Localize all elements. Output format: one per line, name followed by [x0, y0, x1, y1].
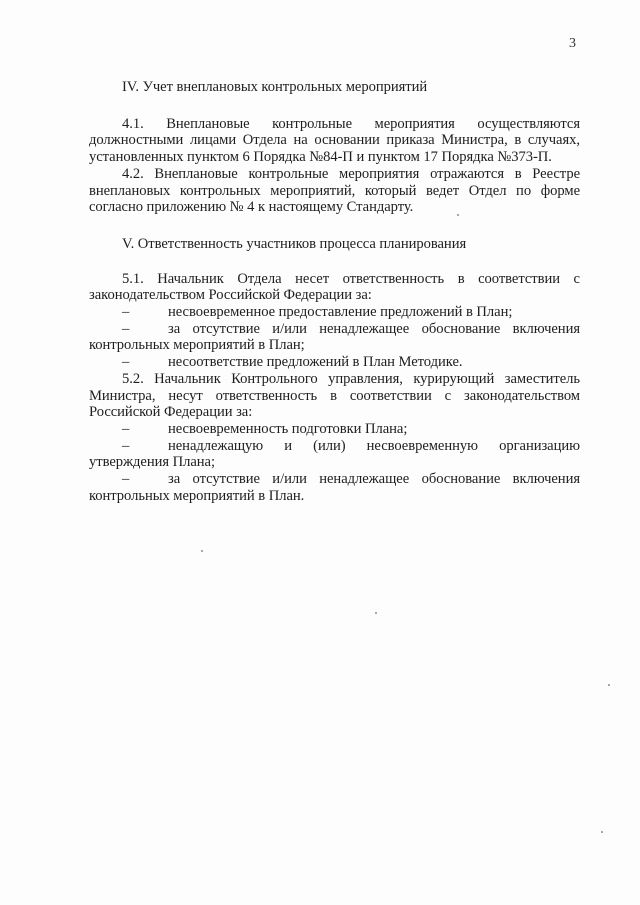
dash-mark: – [122, 420, 130, 437]
list-item [89, 438, 580, 471]
scan-speck [201, 550, 203, 552]
list-item-text: за отсутствие и/или ненадлежащее обоснование включения контрольных мероприятий в План; [89, 320, 580, 354]
list-item [89, 321, 580, 354]
list-item-text: за отсутствие и/или ненадлежащее обоснование включения контрольных мероприятий в План. [89, 471, 580, 504]
list-item [89, 354, 580, 371]
list-item-text: несоответствие предложений в План Методике. [168, 354, 463, 371]
dash-mark: – [122, 471, 130, 488]
scan-speck [608, 684, 610, 686]
section-4-title: IV. Учет внеплановых контрольных мероприятий [122, 79, 428, 95]
scan-speck [601, 831, 603, 833]
paragraph-5-1: 5.1. Начальник Отдела несет ответственность в соответствии с законодательством Российской Федерации за: [89, 270, 580, 304]
section-5-title: V. Ответственность участников процесса планирования [122, 235, 467, 252]
paragraph-4-2: 4.2. Внеплановые контрольные мероприятия отражаются в Реестре внеплановых контрольных мероприятий, который ведет Отдел по форме согласно приложению № 4 к настоящему Стандарту. [89, 165, 580, 216]
scan-speck [375, 612, 377, 614]
list-item-text: ненадлежащую и (или) несвоевременную организацию утверждения Плана; [89, 437, 580, 471]
dash-mark: – [122, 437, 130, 454]
scan-speck [457, 214, 459, 216]
dash-mark: – [122, 304, 130, 321]
list-item [89, 421, 580, 438]
dash-mark: – [122, 354, 130, 371]
list-item [89, 471, 580, 504]
paragraph-4-1: 4.1. Внеплановые контрольные мероприятия осуществляются должностными лицами Отдела на основании приказа Министра, в случаях, установленных пунктом 6 Порядка №84-П и пунктом 17 Порядка №373-П. [89, 115, 580, 166]
list-item-text: несвоевременное предоставление предложений в План; [168, 304, 513, 321]
document-body [89, 79, 580, 504]
paragraph-5-2: 5.2. Начальник Контрольного управления, курирующий заместитель Министра, несут ответственность в соответствии с законодательством Российской Федерации за: [89, 370, 580, 421]
list-item-text: несвоевременность подготовки Плана; [168, 420, 408, 437]
dash-mark: – [122, 320, 130, 337]
list-item [89, 304, 580, 321]
page-number: 3 [569, 36, 576, 51]
